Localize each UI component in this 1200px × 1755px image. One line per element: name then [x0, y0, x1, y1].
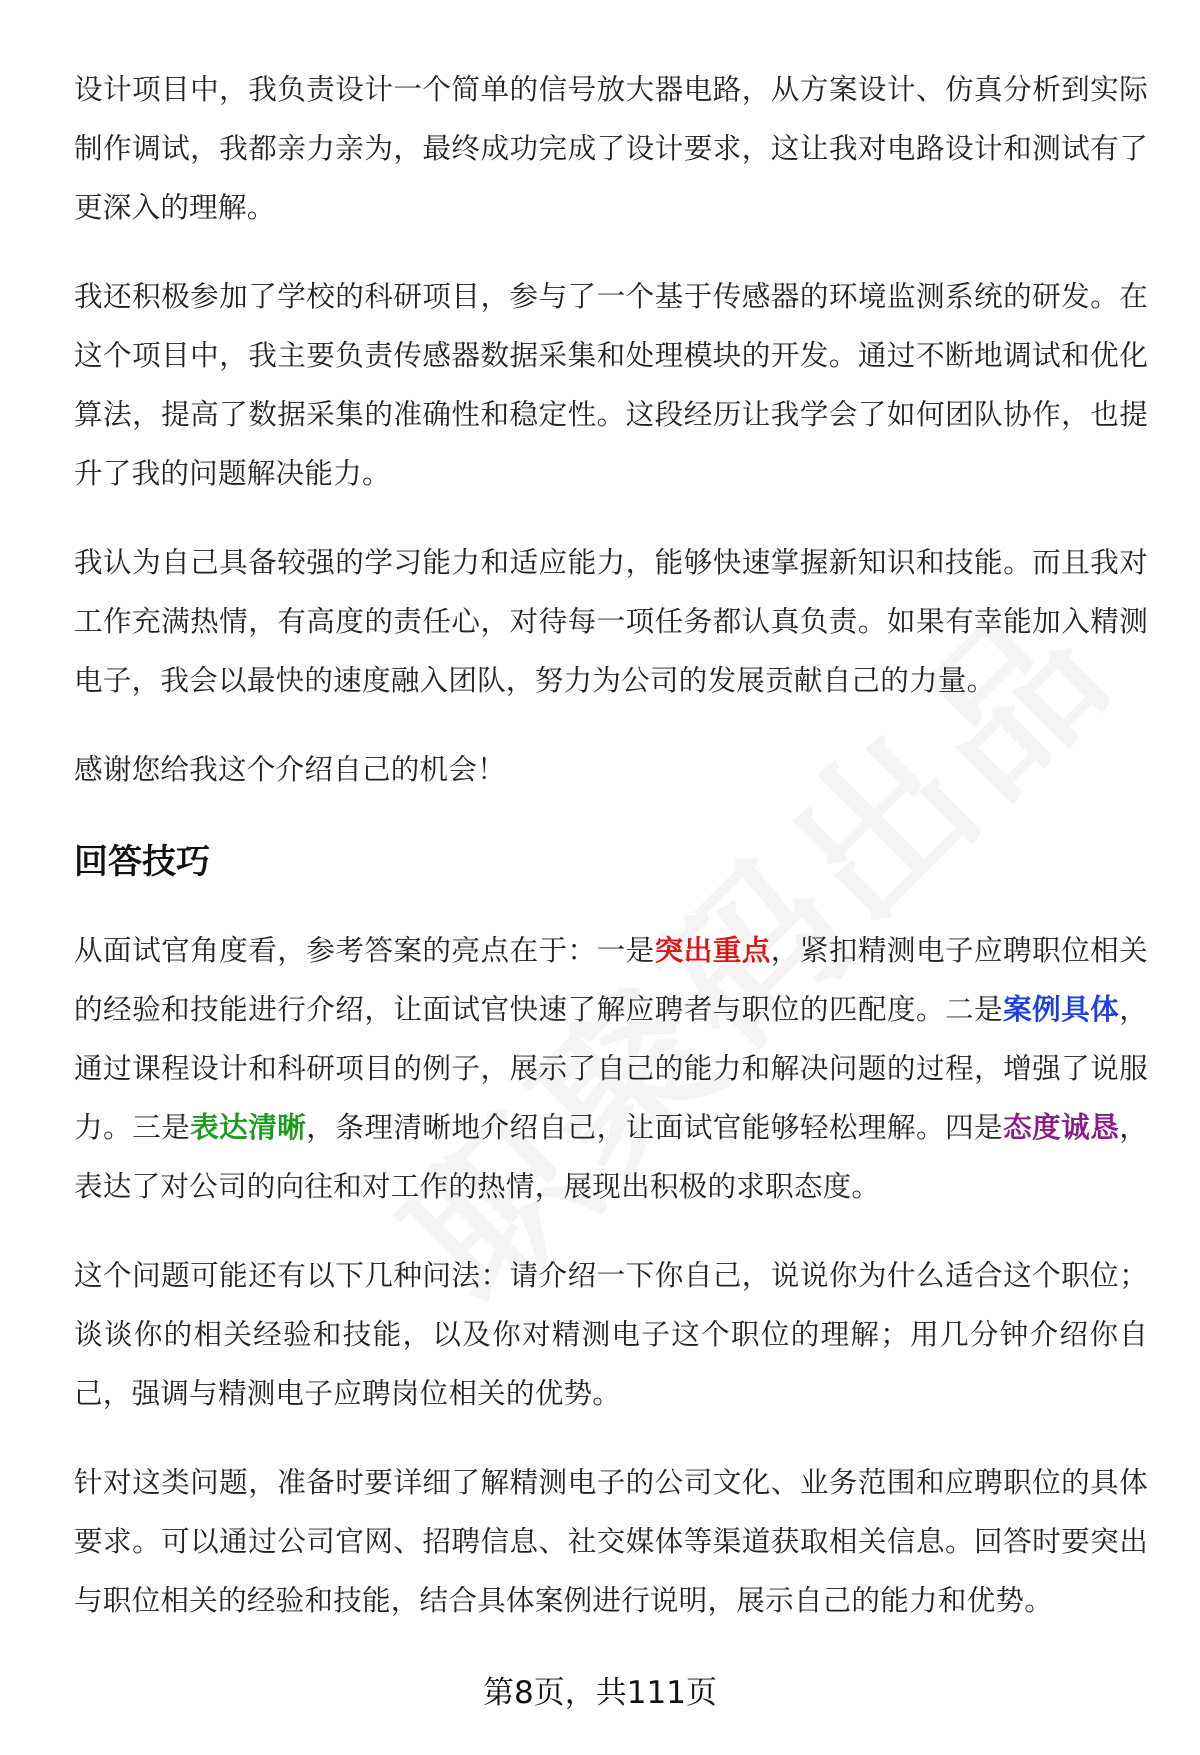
page-number-footer: 第8页，共111页	[483, 1675, 717, 1711]
section-heading: 回答技巧	[74, 842, 210, 882]
tips-text-4: ，条理清晰地介绍自己，让面试官能够轻松理解。四是	[306, 1110, 1004, 1144]
paragraph-project-design: 设计项目中，我负责设计一个简单的信号放大器电路，从方案设计、仿真分析到实际制作调试，我都亲力亲为，最终成功完成了设计要求，这让我对电路设计和测试有了更深入的理解。	[74, 72, 1148, 224]
highlight-focus: 突出重点	[654, 933, 771, 967]
paragraph-preparation-advice: 针对这类问题，准备时要详细了解精测电子的公司文化、业务范围和应聘职位的具体要求。可以通过公司官网、招聘信息、社交媒体等渠道获取相关信息。回答时要突出与职位相关的经验和技能，结合具体案例进行说明，展示自己的能力和优势。	[74, 1465, 1148, 1617]
tips-text-3: ，通过课程设计和科研项目的例子，展示了自己的能力和解决问题的过程，增强了说服力。三是	[74, 992, 1148, 1144]
paragraph-thanks: 感谢您给我这个介绍自己的机会！	[74, 752, 506, 786]
highlight-clear-expression: 表达清晰	[190, 1110, 307, 1144]
highlight-sincere-attitude: 态度诚恳	[1003, 1110, 1120, 1144]
paragraph-answer-tips	[74, 921, 1148, 1216]
tips-text-2: ，紧扣精测电子应聘职位相关的经验和技能进行介绍，让面试官快速了解应聘者与职位的匹配度。二是	[74, 933, 1148, 1026]
tips-text-1: 从面试官角度看，参考答案的亮点在于：一是	[74, 933, 655, 967]
paragraph-alternative-questions: 这个问题可能还有以下几种问法：请介绍一下你自己，说说你为什么适合这个职位；谈谈你的相关经验和技能，以及你对精测电子这个职位的理解；用几分钟介绍你自己，强调与精测电子应聘岗位相关的优势。	[74, 1258, 1148, 1410]
tips-text-5: ，表达了对公司的向往和对工作的热情，展现出积极的求职态度。	[74, 1110, 1148, 1203]
paragraph-self-assessment: 我认为自己具备较强的学习能力和适应能力，能够快速掌握新知识和技能。而且我对工作充满热情，有高度的责任心，对待每一项任务都认真负责。如果有幸能加入精测电子，我会以最快的速度融入团队，努力为公司的发展贡献自己的力量。	[74, 545, 1148, 697]
document-body	[74, 60, 1148, 1630]
paragraph-research-project: 我还积极参加了学校的科研项目，参与了一个基于传感器的环境监测系统的研发。在这个项目中，我主要负责传感器数据采集和处理模块的开发。通过不断地调试和优化算法，提高了数据采集的准确性和稳定性。这段经历让我学会了如何团队协作，也提升了我的问题解决能力。	[74, 279, 1148, 490]
highlight-concrete-cases: 案例具体	[1003, 992, 1120, 1026]
